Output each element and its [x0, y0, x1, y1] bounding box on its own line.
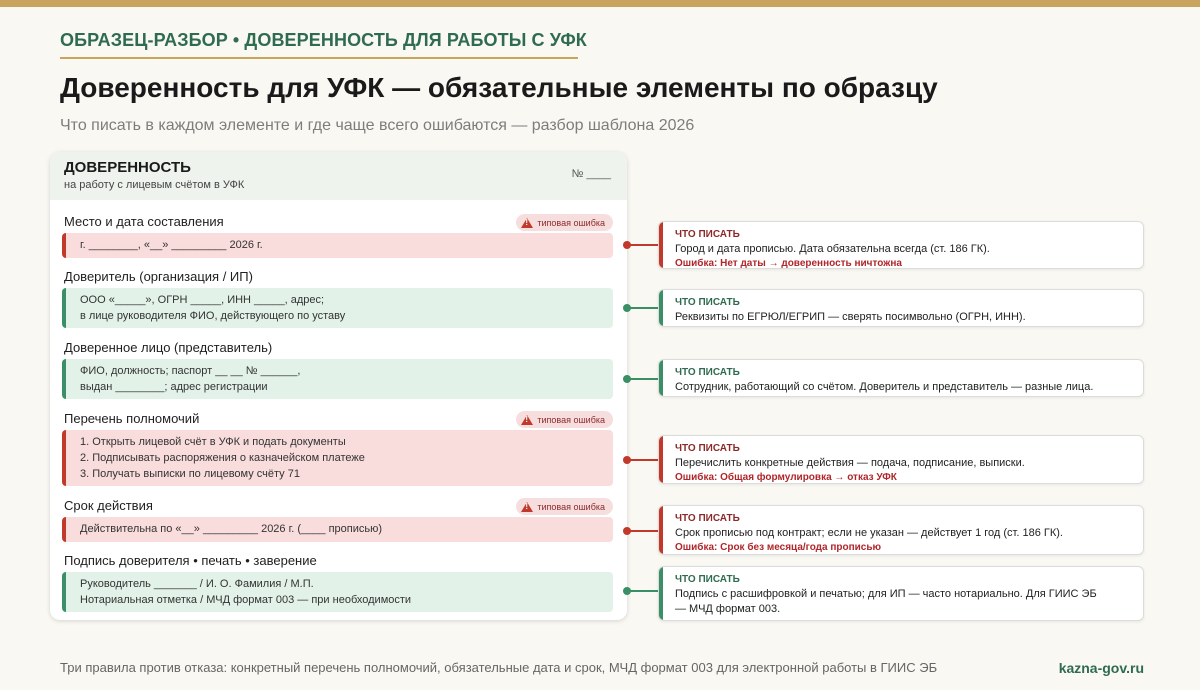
section-line: 2. Подписывать распоряжения о казначейском платеже — [80, 452, 365, 464]
section-line: 3. Получать выписки по лицевому счёту 71 — [80, 468, 300, 480]
note-text: Срок прописью под контракт; если не указан — действует 1 год (ст. 186 ГК). — [675, 527, 1063, 539]
note-text: — МЧД формат 003. — [675, 603, 781, 615]
document-subtitle: на работу с лицевым счётом в УФК — [64, 179, 245, 191]
note-heading: ЧТО ПИСАТЬ — [675, 443, 740, 454]
eyebrow-label: ОБРАЗЕЦ-РАЗБОР • ДОВЕРЕННОСТЬ ДЛЯ РАБОТЫ С УФК — [60, 30, 587, 50]
note-error: Ошибка: Общая формулировка → отказ УФК — [675, 472, 897, 483]
badge-label: типовая ошибка — [537, 414, 605, 425]
connector-dot — [623, 456, 631, 464]
connector-line — [627, 459, 658, 461]
section-box-validity — [62, 517, 613, 542]
warning-icon — [521, 218, 533, 228]
typical-error-badge — [516, 411, 613, 428]
note-text: Подпись с расшифровкой и печатью; для ИП — часто нотариально. Для ГИИС ЭБ — [675, 588, 1097, 600]
note-card-place-date — [658, 221, 1144, 269]
note-text: Сотрудник, работающий со счётом. Доверитель и представитель — разные лица. — [675, 381, 1094, 393]
section-line: Нотариальная отметка / МЧД формат 003 — при необходимости — [80, 594, 412, 606]
section-label-validity: Срок действия — [64, 498, 153, 513]
badge-label: типовая ошибка — [537, 217, 605, 228]
note-heading: ЧТО ПИСАТЬ — [675, 367, 740, 378]
connector-dot — [623, 241, 631, 249]
section-line: Действительна по «__» _________ 2026 г. (____ прописью) — [80, 523, 383, 535]
section-box-powers — [62, 430, 613, 486]
warning-icon — [521, 415, 533, 425]
page-subtitle: Что писать в каждом элементе и где чаще всего ошибаются — разбор шаблона 2026 — [60, 117, 695, 134]
note-error: Ошибка: Нет даты → доверенность ничтожна — [675, 258, 902, 269]
top-accent-bar — [0, 0, 1200, 7]
connector-dot — [623, 304, 631, 312]
warning-icon — [521, 502, 533, 512]
section-line: ФИО, должность; паспорт __ __ № ______, — [80, 365, 301, 377]
note-text: Перечислить конкретные действия — подача, подписание, выписки. — [675, 457, 1025, 469]
badge-label: типовая ошибка — [537, 501, 605, 512]
section-box-representative — [62, 359, 613, 399]
connector-line — [627, 530, 658, 532]
connector-dot — [623, 527, 631, 535]
document-number: № ____ — [571, 168, 611, 180]
connector-line — [627, 590, 658, 592]
connector-line — [627, 244, 658, 246]
page-title: Доверенность для УФК — обязательные элементы по образцу — [60, 72, 938, 103]
section-line: 1. Открыть лицевой счёт в УФК и подать документы — [80, 436, 346, 448]
typical-error-badge — [516, 214, 613, 231]
site-link[interactable]: kazna-gov.ru — [1058, 660, 1144, 676]
section-line: выдан ________; адрес регистрации — [80, 381, 268, 393]
note-card-powers — [658, 435, 1144, 484]
note-card-validity — [658, 505, 1144, 555]
note-error: Ошибка: Срок без месяца/года прописью — [675, 542, 882, 553]
section-label-powers: Перечень полномочий — [64, 411, 200, 426]
section-label-principal: Доверитель (организация / ИП) — [64, 269, 253, 284]
document-sample — [50, 152, 627, 620]
section-box-principal — [62, 288, 613, 328]
note-text: Город и дата прописью. Дата обязательна всегда (ст. 186 ГК). — [675, 243, 990, 255]
section-label-representative: Доверенное лицо (представитель) — [64, 340, 273, 355]
section-line: ООО «_____», ОГРН _____, ИНН _____, адрес; — [80, 294, 325, 306]
note-heading: ЧТО ПИСАТЬ — [675, 513, 740, 524]
section-line: Руководитель _______ / И. О. Фамилия / М.П. — [80, 578, 314, 590]
document-title: ДОВЕРЕННОСТЬ — [64, 159, 191, 176]
section-line: г. ________, «__» _________ 2026 г. — [80, 239, 263, 251]
note-heading: ЧТО ПИСАТЬ — [675, 574, 740, 585]
section-box-place-date — [62, 233, 613, 258]
section-label-place-date: Место и дата составления — [64, 214, 224, 229]
connector-dot — [623, 375, 631, 383]
document-header — [50, 152, 627, 200]
note-card-principal — [658, 289, 1144, 327]
connector-line — [627, 378, 658, 380]
connector-line — [627, 307, 658, 309]
typical-error-badge — [516, 498, 613, 515]
section-line: в лице руководителя ФИО, действующего по уставу — [80, 310, 346, 322]
note-heading: ЧТО ПИСАТЬ — [675, 297, 740, 308]
footer-rules: Три правила против отказа: конкретный перечень полномочий, обязательные дата и срок, МЧД формат 003 для электронной работы в ГИИС ЭБ — [60, 660, 938, 675]
section-box-signature — [62, 572, 613, 612]
section-label-signature: Подпись доверителя • печать • заверение — [64, 553, 317, 568]
eyebrow-underline — [60, 57, 578, 59]
note-card-representative — [658, 359, 1144, 397]
note-text: Реквизиты по ЕГРЮЛ/ЕГРИП — сверять посимвольно (ОГРН, ИНН). — [675, 311, 1026, 323]
connector-dot — [623, 587, 631, 595]
note-card-signature — [658, 566, 1144, 621]
note-heading: ЧТО ПИСАТЬ — [675, 229, 740, 240]
